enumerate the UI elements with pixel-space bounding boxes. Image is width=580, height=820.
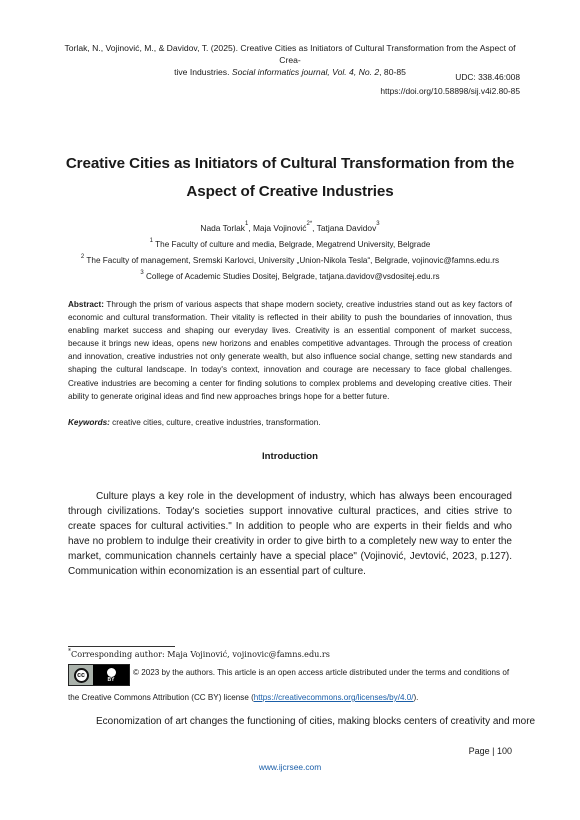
citation-pages: , 80-85: [379, 67, 406, 77]
affiliation-3: [40, 272, 540, 281]
author-name: Tatjana Davidov: [316, 223, 377, 233]
abstract-text: Through the prism of various aspects that shape modern society, creative industries stand out as key factors of economic and cultural transformation. Their vitality is reflected in their ability to push the boundaries of innovation, thus enabling market success and shaping our everyday lives. Creativity is an essential component of market success, because it brings new ideas, opens new horizons and enables competitive advantages. Through the process of creation and innovation, creative industries not only generate wealth, but also influence social change, setting new standards and shaping the cultural landscape. In today's context, innovation and courage are necessary to face global challenges. Creative industries are becoming a center for finding solutions to complex problems and developing creative cities. Their ability to generate original ideas and find new approaches brings hope for a better future.: [68, 300, 512, 401]
abstract-label: Abstract:: [68, 300, 104, 309]
author-sup: 1: [244, 221, 249, 227]
footnote-divider: [68, 646, 175, 647]
author-name: Nada Torlak: [200, 223, 245, 233]
body-continuation-text: Economization of art changes the functioning of cities, making blocks centers of creativity and more: [96, 716, 536, 727]
author-sup: 3: [376, 221, 380, 227]
license-post: ).: [413, 693, 419, 702]
doi-link[interactable]: https://doi.org/10.58898/sij.v4i2.80-85: [380, 86, 520, 96]
website-link[interactable]: www.ijcrsee.com: [258, 762, 322, 772]
affiliation-sup: 3: [140, 270, 144, 276]
keywords-text: creative cities, culture, creative industries, transformation.: [109, 418, 321, 427]
body-continuation: [68, 716, 536, 727]
citation-line1: Torlak, N., Vojinović, M., & Davidov, T. (2025). Creative Cities as Initiators of Cultural Transformation from the Aspect of Crea-: [64, 43, 516, 65]
page-number: Page | 100: [468, 746, 512, 756]
license-text: © 2023 by the authors. This article is an open access article distributed under the terms and conditions of: [133, 668, 510, 677]
footnote-marker: *: [68, 648, 71, 655]
cc-icon-text: cc: [74, 668, 89, 683]
abstract: [68, 298, 512, 403]
citation-line2: tive Industries.: [174, 67, 232, 77]
license-pre: the Creative Commons Attribution (CC BY) license (: [68, 693, 254, 702]
affiliation-text: College of Academic Studies Dositej, Belgrade, tatjana.davidov@vsdositej.edu.rs: [145, 272, 440, 281]
affiliation-2: [40, 256, 540, 265]
citation-journal: Social informatics journal, Vol. 4, No. 2: [231, 67, 380, 77]
footnote-text: Corresponding author: Maja Vojinović, vojinovic@famns.edu.rs: [71, 649, 330, 659]
affiliation-1: [40, 240, 540, 249]
cc-by-badge[interactable]: [68, 664, 130, 686]
person-icon: [107, 668, 116, 677]
license-text-line2: [68, 693, 512, 702]
keywords-label: Keywords:: [68, 418, 110, 427]
by-label: BY: [107, 676, 115, 683]
footnote: [68, 648, 512, 660]
author-list: [60, 223, 520, 233]
intro-paragraph-text: Culture plays a key role in the development of industry, which has always been encouraged through civilizations. Today's societies support innovative cultural practices, and cities strive to create spaces for cultural activities." In addition to people who are experts in their fields and who have no problem to indulge their creativity in order to give birth to a completely new way to enter the market, communication channels certainly have a special place" (Vojinović, Jevtović, 2023, p.127). Communication within economization is an essential part of culture.: [68, 491, 512, 577]
affiliation-sup: 2: [80, 254, 85, 260]
affiliation-text: The Faculty of culture and media, Belgrade, Megatrend University, Belgrade: [155, 240, 431, 249]
author-sup: 2*: [306, 221, 313, 227]
affiliation-text: The Faculty of management, Sremski Karlovci, University „Union-Nikola Tesla“, Belgrade, vojinovic@famns.edu.rs: [86, 256, 500, 265]
author-name: Maja Vojinović: [252, 223, 307, 233]
keywords: [68, 418, 512, 427]
author-separator: ,: [248, 223, 253, 233]
intro-paragraph: [68, 489, 512, 579]
author-separator: ,: [312, 223, 317, 233]
cc-icon: [69, 665, 93, 685]
license-link[interactable]: https://creativecommons.org/licenses/by/4.0/: [253, 693, 414, 702]
udc-code: UDC: 338.46:008: [455, 72, 520, 82]
affiliation-sup: 1: [149, 238, 153, 244]
by-icon: [93, 665, 129, 685]
section-heading: Introduction: [262, 451, 318, 462]
citation-header: [60, 42, 520, 78]
paper-title: Creative Cities as Initiators of Cultural Transformation from the Aspect of Creative Industries: [65, 155, 515, 200]
